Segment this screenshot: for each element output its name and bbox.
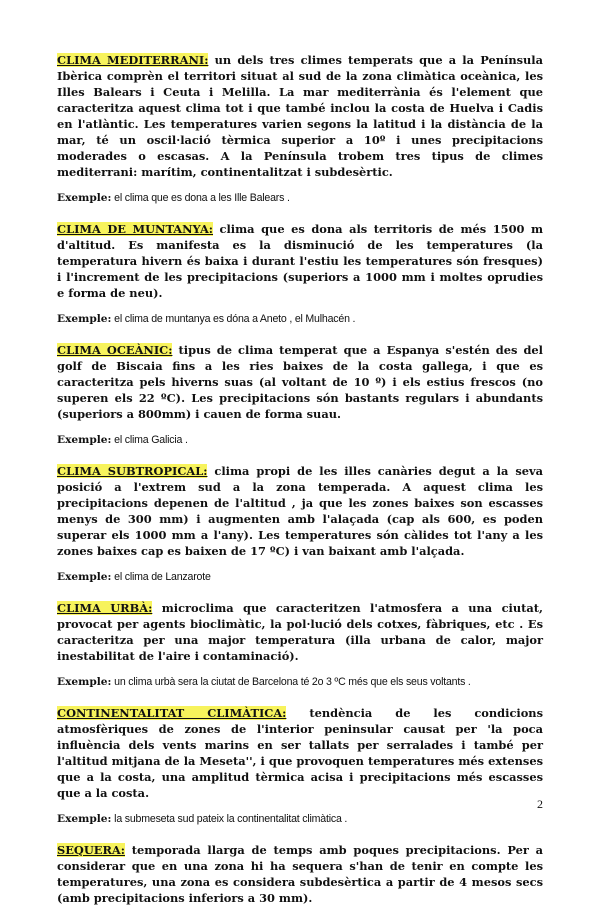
example-label: Exemple: (57, 313, 112, 325)
example-label: Exemple: (57, 192, 112, 204)
example-label: Exemple: (57, 813, 112, 825)
definition-paragraph (57, 705, 543, 801)
definition-paragraph (57, 221, 543, 301)
definition-paragraph (57, 600, 543, 664)
definition-paragraph (57, 342, 543, 422)
example-line (57, 312, 543, 327)
example-label: Exemple: (57, 676, 112, 688)
example-line (57, 675, 543, 690)
definition-text: tendència de les condicions atmosfèriques de zones de l'interior peninsular causat per 'la poca influència dels vents marins en ser tallats per serralades i també per l'altitud mitjana de la Meseta'', i que provoquen temperatures més extenses que a la costa, una amplitud tèrmica acisa i precipitacions més escasses que a la costa. (57, 706, 544, 800)
page-number: 2 (537, 797, 543, 811)
example-text: el clima que es dona a les Ille Balears . (111, 192, 290, 204)
definition-text: temporada llarga de temps amb poques precipitacions. Per a considerar que en una zona hi ha sequera s'han de tenir en compte les temperatures, una zona es considera subdesèrtica a partir de 4 mesos secs (amb precipitacions inferiors a 30 mm). (57, 843, 543, 905)
example-text: el clima de Lanzarote (111, 571, 211, 583)
example-text: un clima urbà sera la ciutat de Barcelona té 2o 3 ºC més que els seus voltants . (111, 676, 471, 688)
definition-text: microclima que caracteritzen l'atmosfera a una ciutat, provocat per agents bioclimàtic, la pol·lució dels cotxes, fàbriques, etc . Es caracteritza per una major temperatura (illa urbana de calor, major inestabilitat de l'aire i contaminació). (57, 601, 543, 663)
example-label: Exemple: (57, 434, 112, 446)
definition-text: clima que es dona als territoris de més 1500 m d'altitud. Es manifesta es la disminució de les temperatures (la temperatura hivern és baixa i durant l'estiu les temperatures són fresques) i l'increment de les precipitacions (superiors a 1000 mm i moltes oprudies e forma de neu). (57, 222, 544, 300)
definition-text: un dels tres climes temperats que a la Península Ibèrica comprèn el territori situat al sud de la zona climàtica oceànica, les Illes Balears i Ceuta i Melilla. La mar mediterrània és l'element que caracteritza aquest clima tot i que també inclou la costa de Huelva i Cadis en l'atlàntic. Les temperatures varien segons la latitud i la distància de la mar, té un oscil·lació tèrmica superior a 10º i unes precipitacions moderades o escasas. A la Península trobem tres tipus de climes mediterrani: marítim, continentalitzat i subdesèrtic. (57, 53, 543, 179)
example-text: el clima de muntanya es dóna a Aneto , el Mulhacén . (111, 313, 356, 325)
term-heading: CLIMA DE MUNTANYA: (57, 222, 213, 236)
definition-paragraph (57, 842, 543, 906)
example-label: Exemple: (57, 571, 112, 583)
example-text: la submeseta sud pateix la continentalitat climàtica . (111, 813, 348, 825)
example-line (57, 812, 543, 827)
example-line (57, 191, 543, 206)
term-heading: CONTINENTALITAT CLIMÀTICA: (57, 706, 287, 720)
term-heading: CLIMA SUBTROPICAL: (57, 464, 208, 478)
term-heading: SEQUERA: (57, 843, 125, 857)
document-page (57, 52, 543, 906)
example-line (57, 433, 543, 448)
example-line (57, 570, 543, 585)
example-text: el clima Galicia . (111, 434, 188, 446)
definition-paragraph (57, 463, 543, 559)
definition-paragraph (57, 52, 543, 180)
definition-text: tipus de clima temperat que a Espanya s'estén des del golf de Biscaia fins a les ries baixes de la costa gallega, i que es caracteritza pels hiverns suas (al voltant de 10 º) i els estius frescos (no superen els 22 ºC). Les precipitacions són bastants regulars i abundants (superiors a 800mm) i cauen de forma suau. (57, 343, 543, 421)
definition-text: clima propi de les illes canàries degut a la seva posició a l'extrem sud a la zona temperada. A aquest clima les precipitacions depenen de l'altitud , ja que les zones baixes son escasses menys de 300 mm) i augmenten amb l'alaçada (cap als 600, es poden superar els 1000 mm a l'any). Les temperatures són càlides tot l'any a les zones baixes cap es baixen de 17 ºC) i van baixant amb l'alçada. (57, 464, 543, 558)
term-heading: CLIMA OCEÀNIC: (57, 343, 173, 357)
term-heading: CLIMA URBÀ: (57, 601, 153, 615)
term-heading: CLIMA MEDITERRANI: (57, 53, 209, 67)
